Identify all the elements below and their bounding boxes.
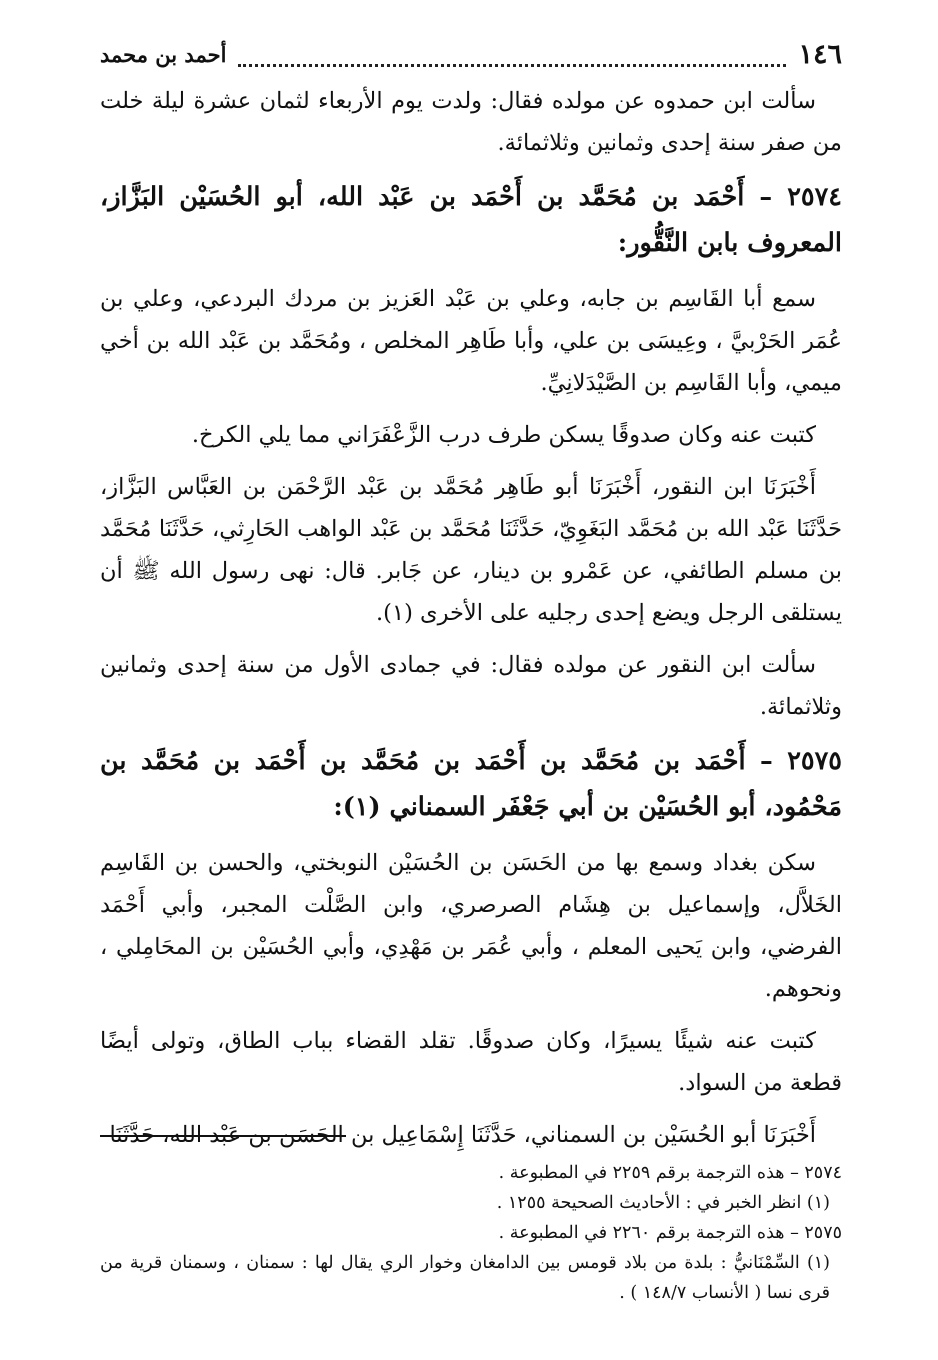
paragraph: كتبت عنه شيئًا يسيرًا، وكان صدوقًا. تقلد القضاء بباب الطاق، وتولى أيضًا قطعة من السواد. [100,1028,842,1096]
entry-heading-2574: ٢٥٧٤ – أَحْمَد بن مُحَمَّد بن أَحْمَد بن عَبْد الله، أبو الحُسَيْن البَزَّاز، المعروف بابن النَّقُّور: [100,182,842,258]
footnotes [100,1158,842,1308]
paragraph: كتبت عنه وكان صدوقًا يسكن طرف درب الزَّعْفَرَاني مما يلي الكرخ. [191,422,816,448]
footnote: ٢٥٧٥ – هذه الترجمة برقم ٢٢٦٠ في المطبوعة . [498,1223,842,1243]
footnote: (١) انظر الخبر في : الأحاديث الصحيحة ١٢٥٥ . [496,1193,830,1213]
paragraph: أَخْبَرَنَا أبو الحُسَيْن بن السمناني، حَدَّثَنَا إِسْمَاعِيل بن الحَسَن بن عَبْد الله، حَدَّثَنَا [109,1122,816,1148]
page-header [100,34,842,74]
page-number: ١٤٦ [798,38,842,70]
footnote: ٢٥٧٤ – هذه الترجمة برقم ٢٢٥٩ في المطبوعة . [498,1163,842,1183]
paragraph: سمع أبا القَاسِم بن جابه، وعلي بن عَبْد العَزيز بن مردك البردعي، وعلي بن عُمَر الحَرْبيَّ ، وعِيسَى بن علي، وأبا طَاهِر المخلص ، ومُحَمَّد بن عَبْد الله بن أخي ميمي، وأبا القَاسِم بن الصَّيْدَلانِيِّ. [100,286,842,396]
main-text [100,80,842,1166]
footnote-separator [100,1135,346,1137]
paragraph: سألت ابن النقور عن مولده فقال: في جمادى الأول من سنة إحدى وثمانين وثلاثمائة. [100,652,842,720]
footnote: (١) السِّمْنَانيُّ : بلدة من بلاد قومس بين الدامغان وخوار الري يقال لها : سمنان ، وسمنان قرية من قرى نسا ( الأنساب ١٤٨/٧ ) . [100,1253,830,1303]
paragraph: أَخْبَرَنَا ابن النقور، أَخْبَرَنَا أبو طَاهِر مُحَمَّد بن عَبْد الرَّحْمَن بن العَبَّاس البَزَّاز، حَدَّثَنَا عَبْد الله بن مُحَمَّد البَغَوِيّ، حَدَّثَنَا مُحَمَّد بن عَبْد الواهب الحَارِثي، حَدَّثَنَا مُحَمَّد بن مسلم الطائفي، عن عَمْرو بن دينار، عن جَابر. قال: نهى رسول الله ﷺ أن يستلقى الرجل ويضع إحدى رجليه على الأخرى (١). [100,474,842,626]
paragraph: سألت ابن حمدوه عن مولده فقال: ولدت يوم الأربعاء لثمان عشرة ليلة خلت من صفر سنة إحدى وثمانين وثلاثمائة. [100,88,842,156]
entry-heading-2575: ٢٥٧٥ – أَحْمَد بن مُحَمَّد بن أَحْمَد بن مُحَمَّد بن أَحْمَد بن مُحَمَّد بن مَحْمُود، أبو الحُسَيْن بن أبي جَعْفَر السمناني (١): [100,746,842,822]
running-title: أحمد بن محمد [100,41,227,67]
paragraph: سكن بغداد وسمع بها من الحَسَن بن الحُسَيْن النوبختي، والحسن بن القَاسِم الخَلاَّل، وإسماعيل بن هِشَام الصرصري، وابن الصَّلْت المجبر، وأبي أَحْمَد الفرضي، وابن يَحيى المعلم ، وأبي عُمَر بن مَهْدِي، وأبي الحُسَيْن بن المحَامِلي ، ونحوهم. [100,850,842,1002]
header-dotted-leader [238,52,786,67]
